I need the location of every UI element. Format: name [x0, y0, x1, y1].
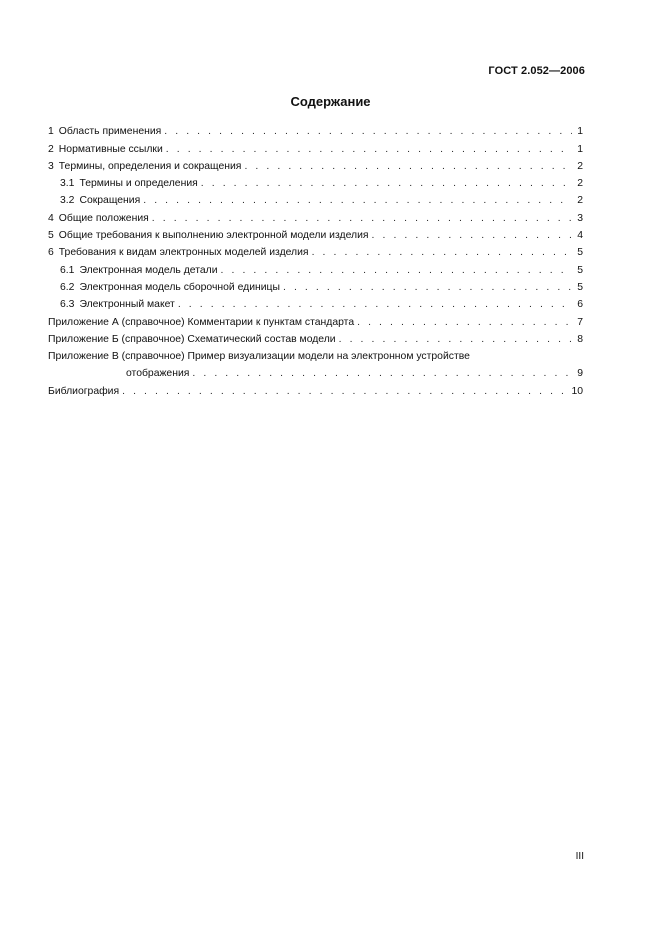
toc-entry-bibliography[interactable]: [48, 380, 583, 397]
toc-entry-number: 3.2: [60, 195, 75, 207]
toc-entry-number: 6.3: [60, 299, 75, 311]
toc-entry-label-continued: отображения: [126, 368, 190, 380]
table-of-contents: [48, 121, 583, 398]
toc-entry-label: Приложение А (справочное) Комментарии к пунктам стандарта: [48, 316, 355, 328]
toc-entry-page: 2: [577, 195, 583, 207]
toc-entry-4[interactable]: [48, 207, 583, 224]
toc-entry-1[interactable]: [48, 121, 583, 138]
toc-entry-appendix-a[interactable]: [48, 311, 583, 328]
toc-entry-6-2[interactable]: [48, 277, 583, 294]
dot-leader: [201, 178, 572, 190]
toc-entry-number: 3.1: [60, 178, 75, 190]
dot-leader: [283, 282, 572, 294]
dot-leader: [357, 317, 572, 329]
toc-entry-page: 6: [577, 299, 583, 311]
toc-entry-number: 2: [48, 143, 54, 155]
toc-entry-page: 8: [577, 333, 583, 345]
toc-entry-number: 1: [48, 126, 54, 138]
toc-entry-6[interactable]: [48, 242, 583, 259]
dot-leader: [143, 195, 572, 207]
toc-entry-label: Электронная модель детали: [79, 264, 218, 276]
toc-entry-3-2[interactable]: [48, 190, 583, 207]
toc-entry-label: Сокращения: [79, 195, 141, 207]
dot-leader: [339, 334, 572, 346]
toc-entry-label: Общие требования к выполнению электронной модели изделия: [58, 230, 369, 242]
toc-entry-number: 6.1: [60, 264, 75, 276]
toc-entry-label: Библиография: [48, 385, 120, 397]
toc-entry-page: 2: [577, 178, 583, 190]
dot-leader: [152, 213, 572, 225]
toc-entry-page: 4: [577, 230, 583, 242]
dot-leader: [221, 265, 572, 277]
toc-entry-5[interactable]: [48, 225, 583, 242]
page-number: III: [575, 851, 584, 862]
toc-entry-label: Общие положения: [58, 212, 149, 224]
toc-entry-page: 7: [577, 316, 583, 328]
document-code: ГОСТ 2.052—2006: [488, 65, 585, 77]
dot-leader: [244, 161, 572, 173]
toc-entry-appendix-b[interactable]: [48, 329, 583, 346]
toc-entry-number: 6: [48, 247, 54, 259]
toc-entry-label: Приложение В (справочное) Пример визуализации модели на электронном устройстве: [48, 351, 470, 363]
toc-title: Содержание: [290, 94, 371, 109]
dot-leader: [166, 144, 572, 156]
toc-entry-label: Приложение Б (справочное) Схематический состав модели: [48, 333, 336, 345]
toc-entry-number: 6.2: [60, 281, 75, 293]
dot-leader: [178, 299, 572, 311]
toc-entry-label: Термины, определения и сокращения: [58, 160, 242, 172]
toc-entry-number: 5: [48, 230, 54, 242]
toc-entry-page: 9: [577, 368, 583, 380]
dot-leader: [372, 230, 572, 242]
toc-entry-label: Электронная модель сборочной единицы: [79, 281, 280, 293]
toc-entry-number: 3: [48, 160, 54, 172]
toc-entry-6-1[interactable]: [48, 259, 583, 276]
dot-leader: [164, 126, 572, 138]
toc-entry-page: 2: [577, 160, 583, 172]
toc-entry-label: Требования к видам электронных моделей изделия: [58, 247, 309, 259]
dot-leader: [312, 247, 572, 259]
toc-entry-appendix-v[interactable]: [48, 346, 583, 363]
toc-entry-3[interactable]: [48, 156, 583, 173]
toc-entry-number: 4: [48, 212, 54, 224]
toc-entry-label: Термины и определения: [79, 178, 198, 190]
toc-entry-page: 5: [577, 264, 583, 276]
toc-entry-3-1[interactable]: [48, 173, 583, 190]
toc-entry-page: 10: [571, 385, 583, 397]
toc-entry-label: Электронный макет: [79, 299, 175, 311]
toc-entry-page: 5: [577, 281, 583, 293]
dot-leader: [192, 368, 572, 380]
toc-entry-appendix-v-continued[interactable]: [48, 363, 583, 380]
toc-entry-page: 1: [577, 143, 583, 155]
toc-entry-page: 5: [577, 247, 583, 259]
toc-entry-6-3[interactable]: [48, 294, 583, 311]
toc-entry-label: Нормативные ссылки: [58, 143, 163, 155]
toc-entry-label: Область применения: [58, 126, 162, 138]
toc-entry-page: 1: [577, 126, 583, 138]
dot-leader: [122, 386, 568, 398]
toc-entry-2[interactable]: [48, 138, 583, 155]
toc-entry-page: 3: [577, 212, 583, 224]
